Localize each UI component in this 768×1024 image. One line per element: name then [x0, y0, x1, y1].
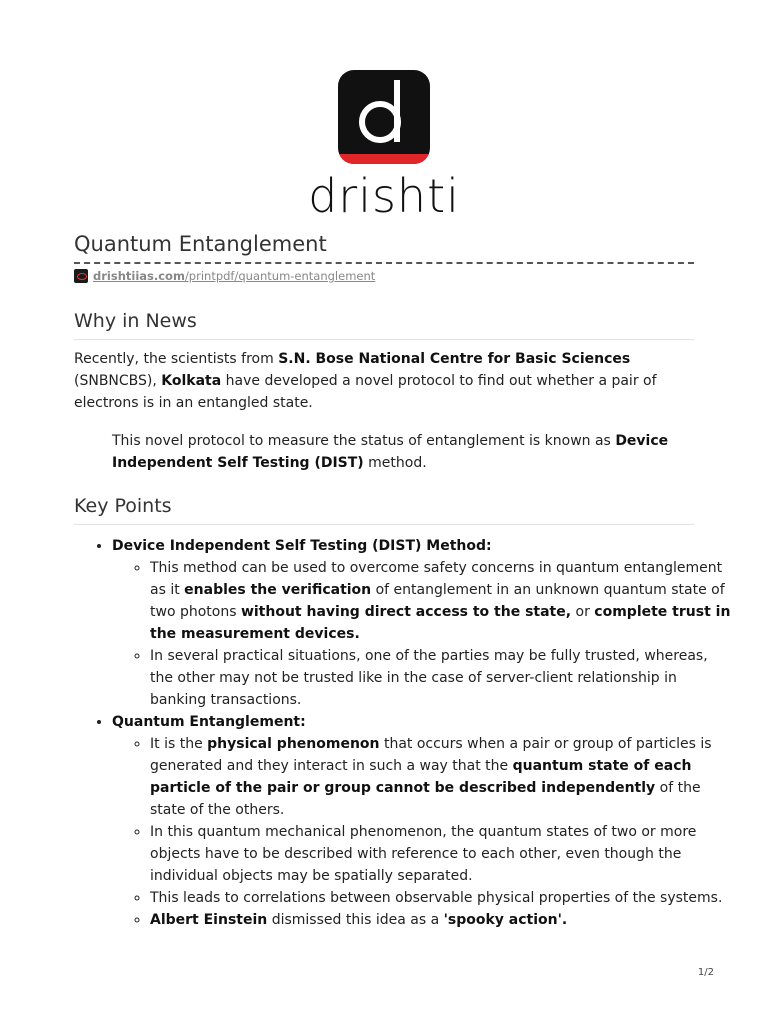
page-title: Quantum Entanglement — [74, 232, 327, 256]
source-domain[interactable]: drishtiias.com — [93, 269, 185, 283]
list-item: ◦ In several practical situations, one of the parties may be fully trusted, whereas, the other may not be trusted like in the case of server-client relationship in banking transactions. — [150, 645, 732, 711]
list-item: ◦ In this quantum mechanical phenomenon, the quantum states of two or more objects have to be described with reference to each other, even though the individual objects may be spatially separated. — [150, 821, 732, 887]
list-item: ◦ Albert Einstein dismissed this idea as a 'spooky action'. — [150, 909, 732, 931]
section-heading-key-points: Key Points — [74, 495, 172, 517]
source-path[interactable]: /printpdf/quantum-entanglement — [184, 269, 376, 283]
page-number: 1/2 — [697, 967, 714, 978]
list-item: ◦ This method can be used to overcome safety concerns in quantum entanglement as it enables the verification of entanglement in an unknown quantum state of two photons without having direct access to the state, or complete trust in the measurement devices. — [150, 557, 732, 645]
list-item-label: Device Independent Self Testing (DIST) Method: — [112, 538, 492, 554]
list-item — [112, 535, 732, 711]
section-divider — [74, 339, 694, 340]
key-points-list — [74, 535, 732, 931]
brand-name: drishti — [308, 169, 460, 223]
favicon-icon — [74, 269, 88, 283]
section-heading-why-in-news: Why in News — [74, 310, 197, 332]
why-in-news-paragraph: Recently, the scientists from S.N. Bose National Centre for Basic Sciences (SNBNCBS), Kolkata have developed a novel protocol to find out whether a pair of electrons is in an entangled state. — [74, 351, 657, 411]
drishti-logo — [0, 70, 768, 222]
dist-quote: This novel protocol to measure the status of entanglement is known as Device Independent Self Testing (DIST) method. — [112, 433, 669, 471]
list-item-label: Quantum Entanglement: — [112, 714, 306, 730]
section-divider — [74, 524, 694, 525]
list-item: ◦ It is the physical phenomenon that occurs when a pair or group of particles is generated and they interact in such a way that the quantum state of each particle of the pair or group cannot be described independently of the state of the others. — [150, 733, 732, 821]
title-divider — [74, 262, 694, 264]
list-item — [112, 711, 732, 931]
list-item: ◦ This leads to correlations between observable physical properties of the systems. — [150, 887, 732, 909]
drishti-logo-icon — [338, 70, 430, 164]
source-link[interactable] — [74, 269, 375, 283]
